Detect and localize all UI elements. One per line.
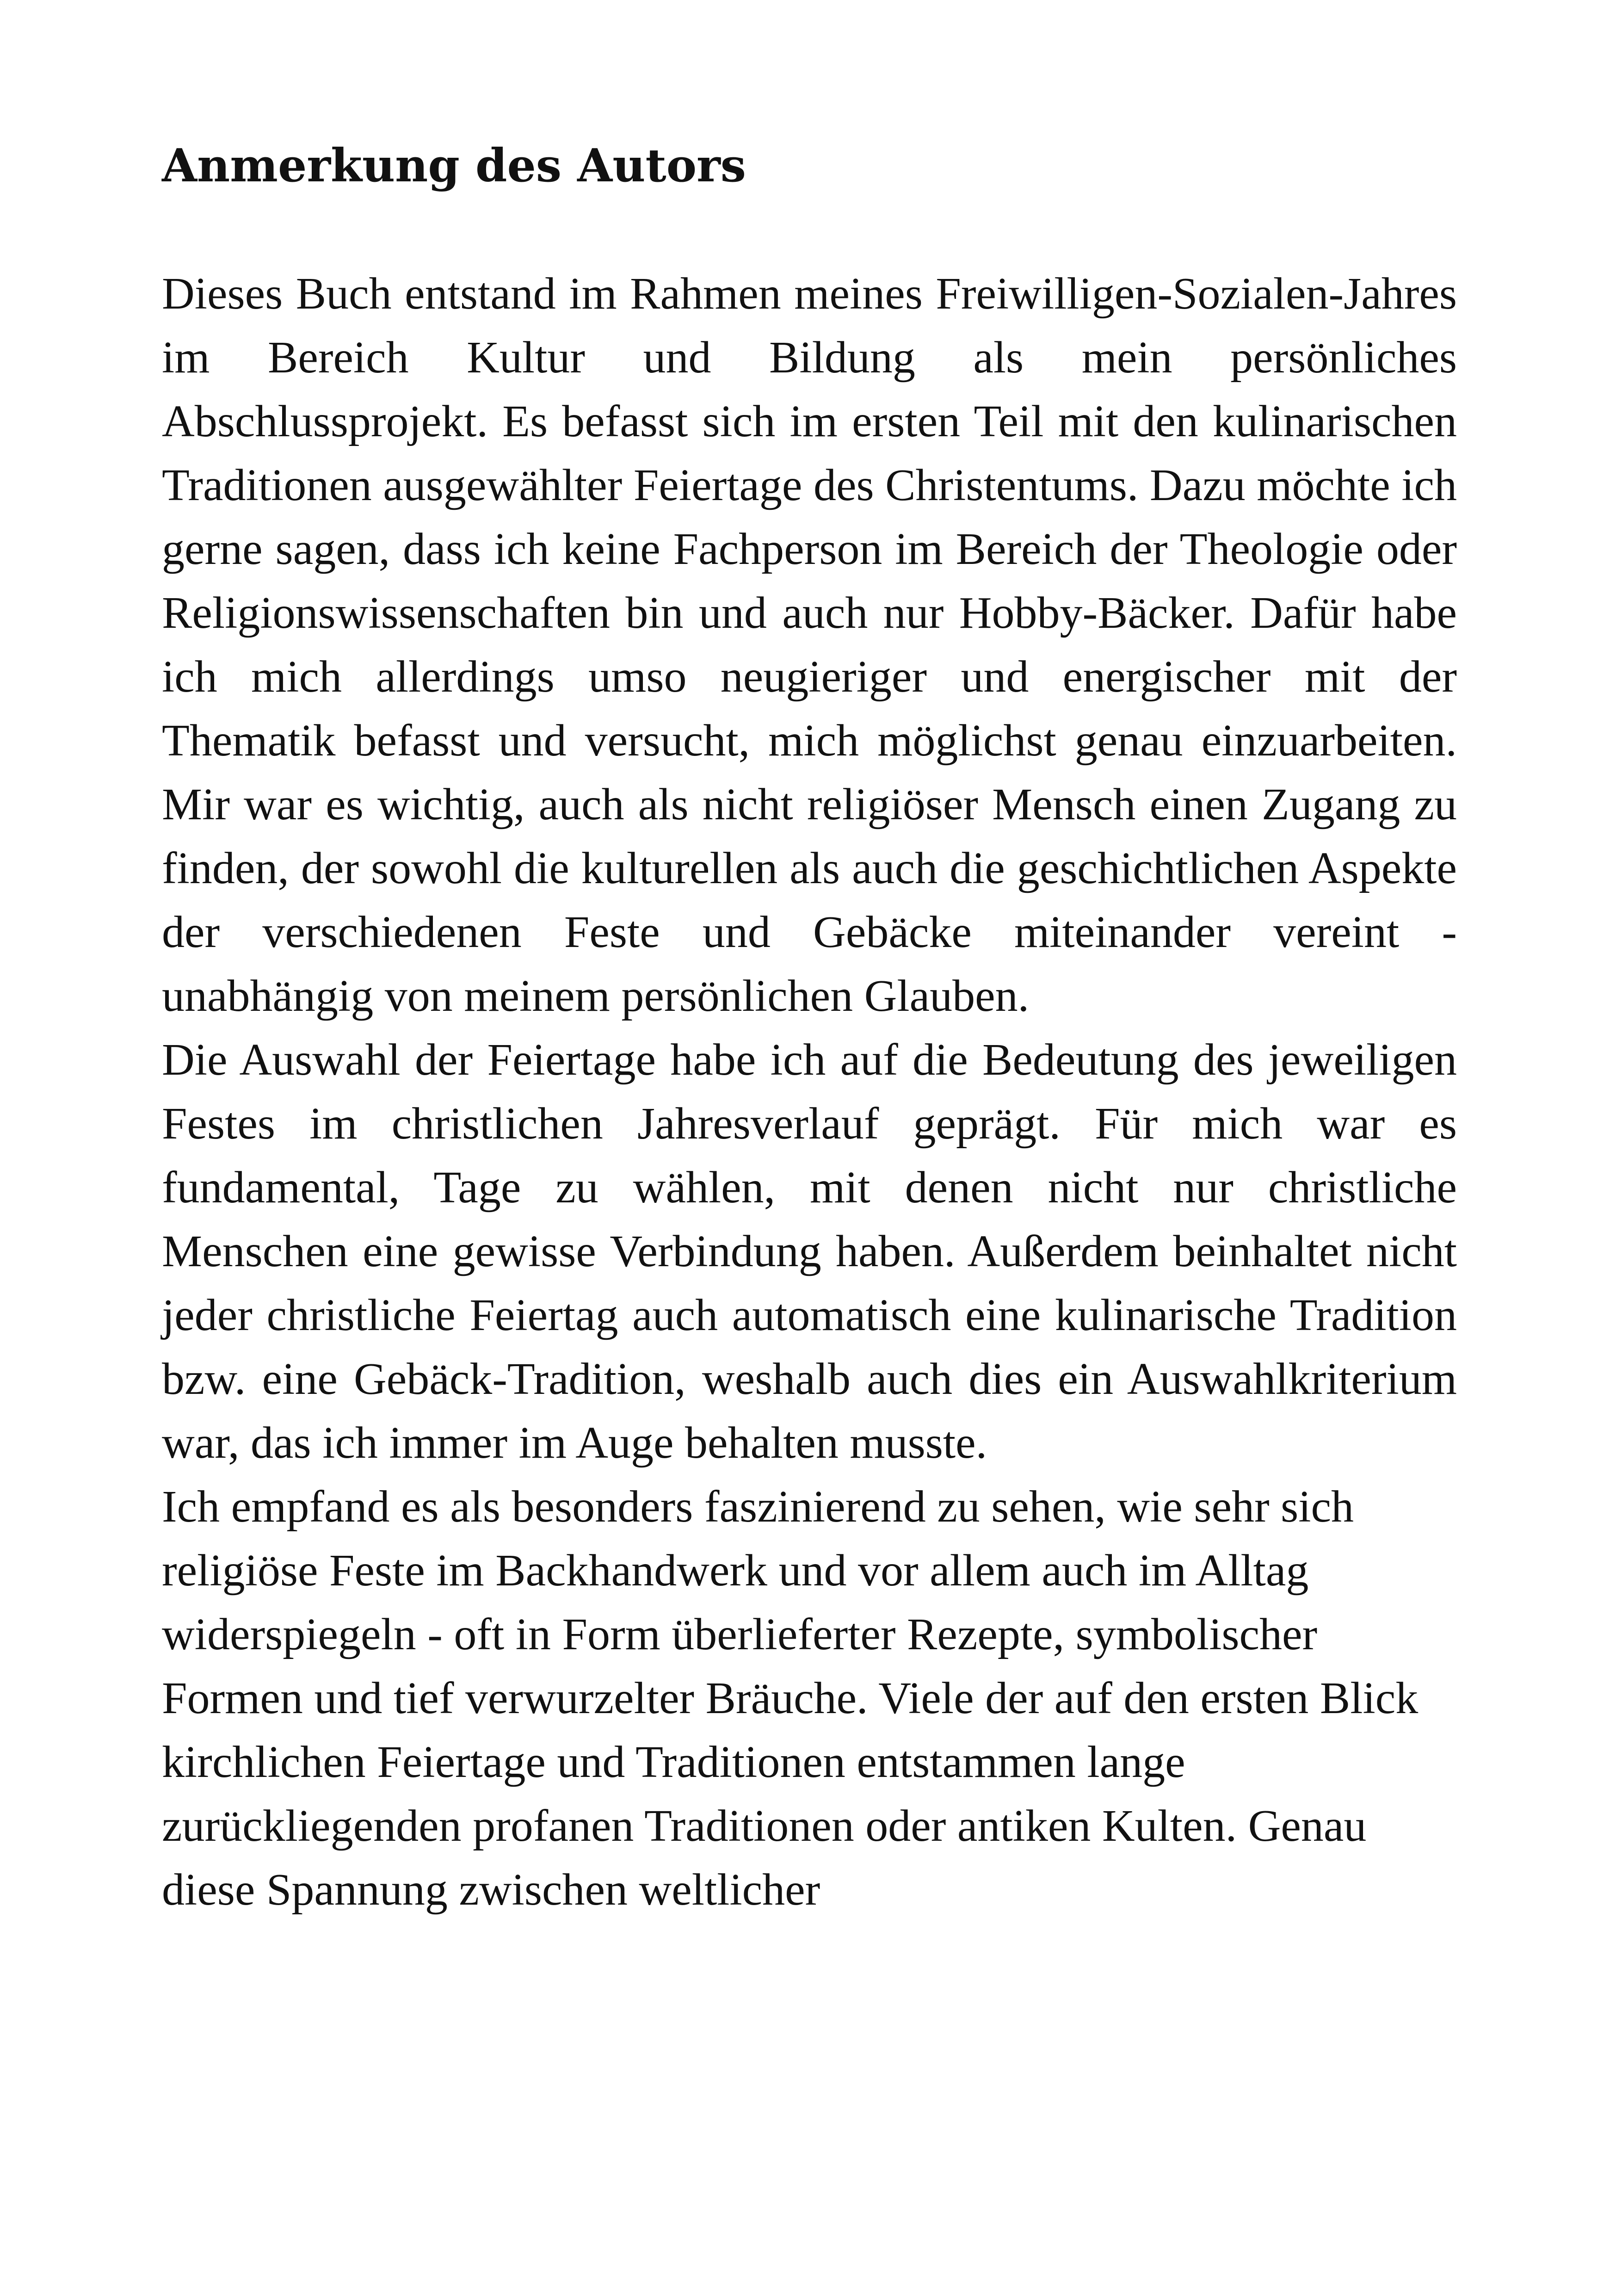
paragraph-3: Ich empfand es als besonders faszinierend zu sehen, wie sehr sich religiöse Feste im Backhandwerk und vor allem auch im Alltag widerspiegeln - oft in Form überlieferter Rezepte, symbolischer Formen und tief verwurzelter Bräuche. Viele der auf den ersten Blick kirchlichen Feiertage und Traditionen entstammen lange zurückliegenden profanen Traditionen oder antiken Kulten. Genau diese Spannung zwischen weltlicher (162, 1481, 1419, 1915)
body-text (162, 262, 1457, 1922)
page-title: Anmerkung des Autors (162, 139, 746, 192)
paragraph-1: Dieses Buch entstand im Rahmen meines Freiwilligen-Sozialen-Jahres im Bereich Kultur und Bildung als mein persönliches Abschlussprojekt. Es befasst sich im ersten Teil mit den kulinarischen Traditionen ausgewählter Feiertage des Christentums. Dazu möchte ich gerne sagen, dass ich keine Fachperson im Bereich der Theologie oder Religionswissenschaften bin und auch nur Hobby-Bäcker. Dafür habe ich mich allerdings umso neugieriger und energischer mit der Thematik befasst und versucht, mich möglichst genau einzuarbeiten. Mir war es wichtig, auch als nicht religiöser Mensch einen Zugang zu finden, der sowohl die kulturellen als auch die geschichtlichen Aspekte der verschiedenen Feste und Gebäcke miteinander vereint - unabhängig von meinem persönlichen Glauben. (162, 268, 1457, 1021)
paragraph-2: Die Auswahl der Feiertage habe ich auf die Bedeutung des jeweiligen Festes im christlichen Jahresverlauf geprägt. Für mich war es fundamental, Tage zu wählen, mit denen nicht nur christliche Menschen eine gewisse Verbindung haben. Außerdem beinhaltet nicht jeder christliche Feiertag auch automatisch eine kulinarische Tradition bzw. eine Gebäck-Tradition, weshalb auch dies ein Auswahlkriterium war, das ich immer im Auge behalten musste. (162, 1034, 1457, 1468)
page-content (162, 139, 1457, 1922)
